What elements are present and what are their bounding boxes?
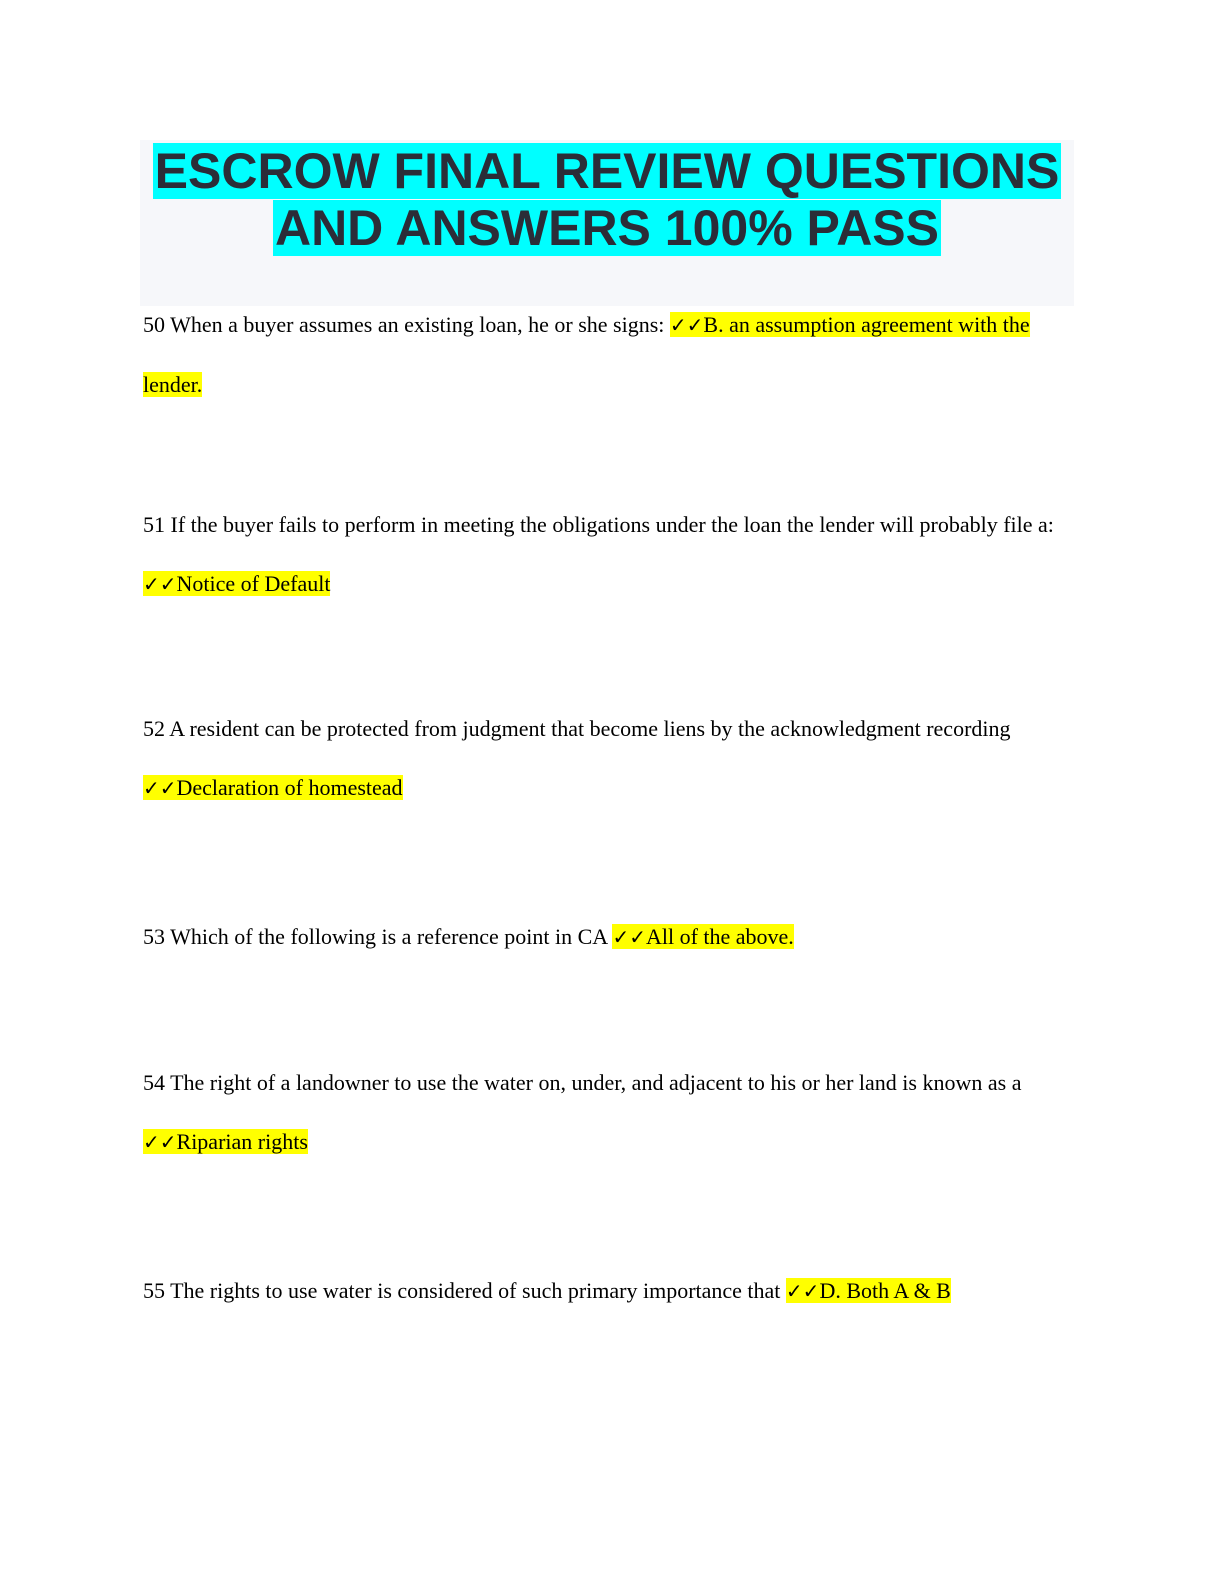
answer-text: Riparian rights (176, 1129, 308, 1154)
question-text: 54 The right of a landowner to use the water on, under, and adjacent to his or her land is known as a (143, 1070, 1022, 1095)
answer-text: All of the above. (645, 924, 794, 949)
answer-highlight (612, 924, 793, 949)
check-icon: ✓✓ (143, 572, 177, 596)
answer-highlight (143, 571, 330, 596)
qa-item-52 (143, 699, 1083, 818)
check-icon: ✓✓ (612, 925, 646, 949)
answer-text: B. an assumption agreement with the lender. (143, 312, 1030, 397)
qa-item-54 (143, 1053, 1083, 1172)
title-line-2: AND ANSWERS 100% PASS (274, 200, 940, 256)
qa-item-53 (143, 907, 1083, 967)
question-text: 51 If the buyer fails to perform in meeting the obligations under the loan the lender will probably file a: (143, 512, 1054, 537)
check-icon: ✓✓ (785, 1279, 820, 1303)
check-icon: ✓✓ (143, 776, 177, 800)
qa-item-51 (143, 495, 1083, 614)
qa-item-50 (143, 295, 1083, 414)
answer-text: Notice of Default (176, 571, 331, 596)
document-title-block (140, 140, 1074, 306)
question-text: 50 When a buyer assumes an existing loan, he or she signs: (143, 312, 665, 337)
title-line-1: ESCROW FINAL REVIEW QUESTIONS (154, 143, 1060, 199)
check-icon: ✓✓ (669, 313, 704, 337)
answer-text: Declaration of homestead (176, 775, 403, 800)
question-text: 52 A resident can be protected from judgment that become liens by the acknowledgment recording (143, 716, 1011, 741)
question-text: 53 Which of the following is a reference point in CA (143, 924, 607, 949)
answer-highlight (786, 1278, 951, 1303)
question-text: 55 The rights to use water is considered of such primary importance that (143, 1278, 781, 1303)
document-title (140, 140, 1074, 257)
check-icon: ✓✓ (143, 1130, 177, 1154)
answer-highlight (143, 775, 403, 800)
answer-text: D. Both A & B (819, 1278, 951, 1303)
answer-highlight (143, 1129, 308, 1154)
qa-item-55 (143, 1261, 1083, 1321)
